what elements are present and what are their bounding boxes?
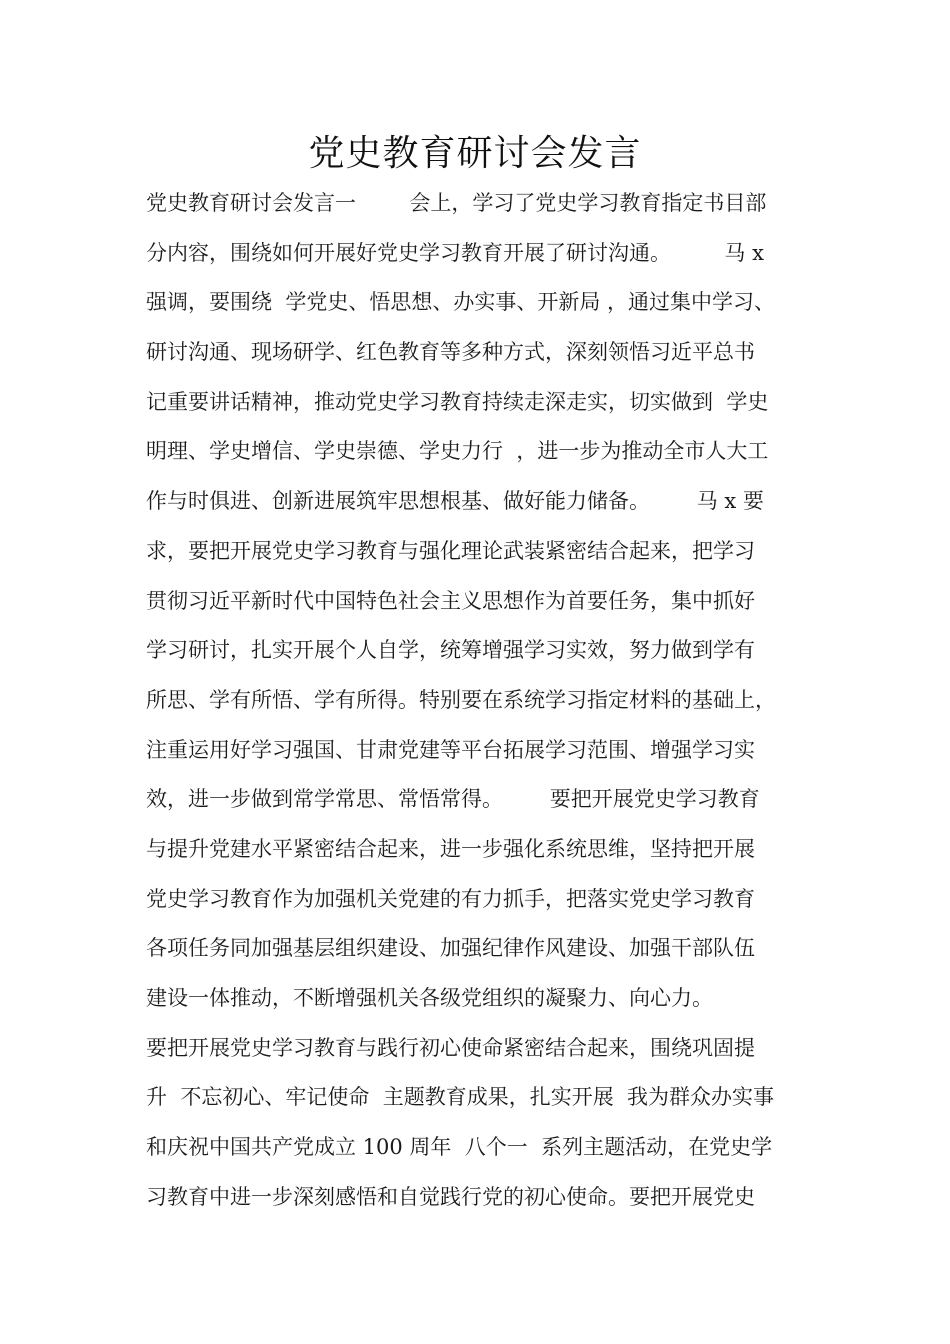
- body-line: 和庆祝中国共产党成立 100 周年 八个一 系列主题活动，在党史学: [146, 1135, 773, 1160]
- body-line: 记重要讲话精神，推动党史学习教育持续走深走实，切实做到 学史: [146, 389, 769, 414]
- body-line: 效，进一步做到常学常思、常悟常得。 要把开展党史学习教育: [146, 787, 760, 812]
- body-line: 与提升党建水平紧密结合起来，进一步强化系统思维，坚持把开展: [146, 836, 755, 861]
- document-title: 党史教育研讨会发言: [308, 133, 642, 174]
- body-line: 各项任务同加强基层组织建设、加强纪律作风建设、加强干部队伍: [146, 936, 755, 961]
- body-line: 学习研讨，扎实开展个人自学，统筹增强学习实效，努力做到学有: [146, 638, 755, 663]
- body-line: 注重运用好学习强国、甘肃党建等平台拓展学习范围、增强学习实: [146, 737, 755, 762]
- body-line: 研讨沟通、现场研学、红色教育等多种方式，深刻领悟习近平总书: [146, 340, 755, 365]
- body-line: 升 不忘初心、牢记使命 主题教育成果，扎实开展 我为群众办实事: [146, 1085, 775, 1110]
- body-line: 求，要把开展党史学习教育与强化理论武装紧密结合起来，把学习: [146, 538, 755, 563]
- body-line: 建设一体推动，不断增强机关各级党组织的凝聚力、向心力。: [146, 986, 713, 1010]
- body-line: 强调，要围绕 学党史、悟思想、办实事、开新局 ，通过集中学习、: [146, 290, 776, 315]
- document-body: [146, 179, 836, 1222]
- body-line: 贯彻习近平新时代中国特色社会主义思想作为首要任务，集中抓好: [146, 588, 755, 613]
- body-line: 要把开展党史学习教育与践行初心使命紧密结合起来，围绕巩固提: [146, 1035, 755, 1060]
- body-line: 作与时俱进、创新进展筑牢思想根基、做好能力储备。 马 x 要: [146, 489, 764, 514]
- body-line: 明理、学史增信、学史崇德、学史力行 ，进一步为推动全市人大工: [146, 439, 769, 464]
- body-line: 党史教育研讨会发言一 会上，学习了党史学习教育指定书目部: [146, 191, 767, 215]
- body-line: 习教育中进一步深刻感悟和自觉践行党的初心使命。要把开展党史: [146, 1184, 755, 1209]
- body-line: 分内容，围绕如何开展好党史学习教育开展了研讨沟通。 马 x: [146, 240, 764, 265]
- body-line: 党史学习教育作为加强机关党建的有力抓手，把落实党史学习教育: [146, 886, 755, 911]
- body-line: 所思、学有所悟、学有所得。特别要在系统学习指定材料的基础上，: [146, 687, 776, 712]
